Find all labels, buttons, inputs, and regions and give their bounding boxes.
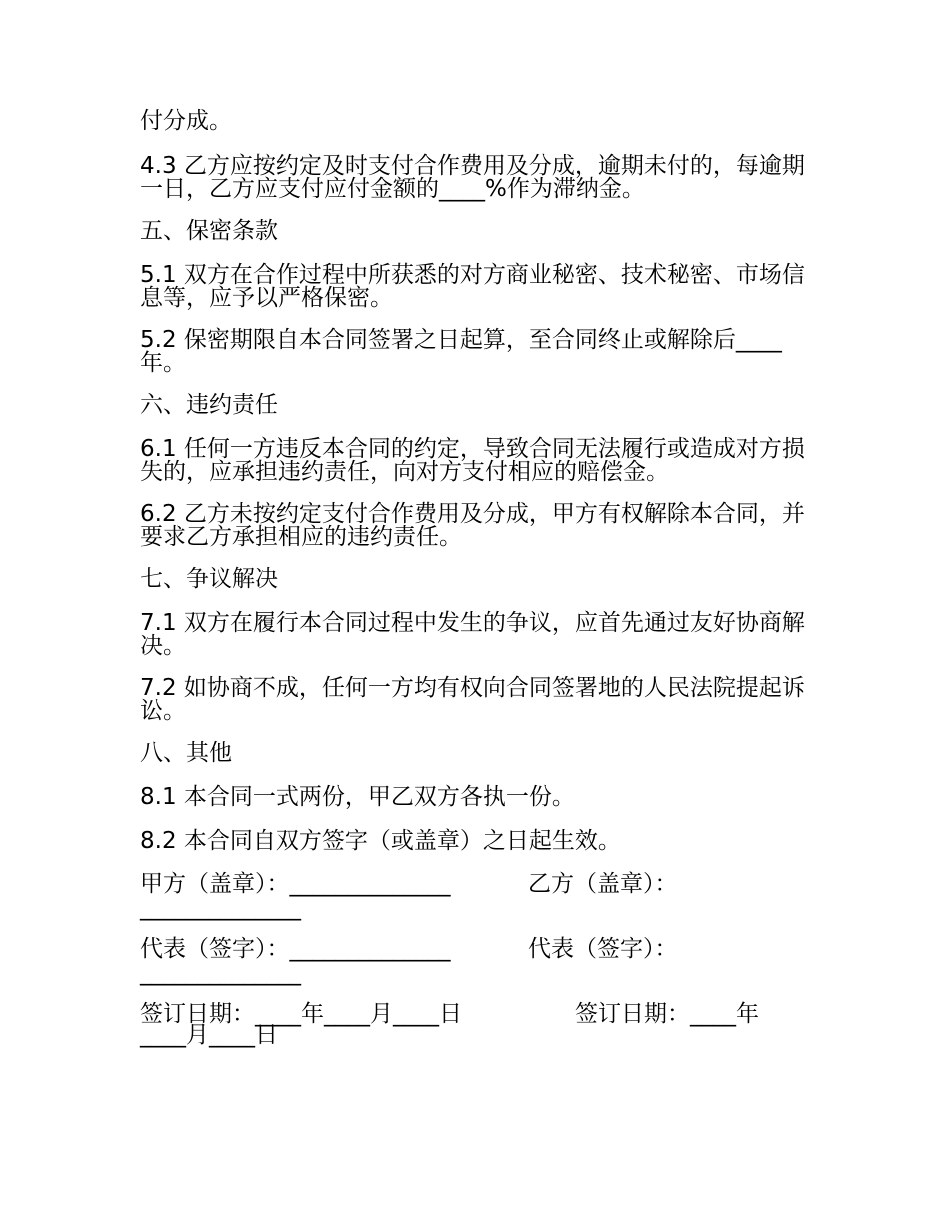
section-heading-6: 六、违约责任 — [140, 392, 278, 418]
clause-6-1: 6.1 任何一方违反本合同的约定，导致合同无法履行或造成对方损失的，应承担违约责任，向对方支付相应的赔偿金。 — [140, 436, 805, 485]
section-heading-5: 五、保密条款 — [140, 218, 278, 244]
party-b-representative: 代表（签字）： — [528, 936, 678, 962]
party-b-representative-line: ______________ — [140, 960, 301, 986]
party-b-seal-line: ______________ — [140, 895, 301, 921]
clause-8-2: 8.2 本合同自双方签字（或盖章）之日起生效。 — [140, 828, 621, 854]
clause-7-2: 7.2 如协商不成，任何一方均有权向合同签署地的人民法院提起诉讼。 — [140, 675, 805, 724]
clause-5-2: 5.2 保密期限自本合同签署之日起算，至合同终止或解除后____年。 — [140, 327, 782, 376]
party-b-sign-date-cont: ____月____日 — [140, 1022, 278, 1048]
clause-6-2: 6.2 乙方未按约定支付合作费用及分成，甲方有权解除本合同，并要求乙方承担相应的违约责任。 — [140, 501, 805, 550]
section-heading-7: 七、争议解决 — [140, 566, 278, 592]
clause-4-3: 4.3 乙方应按约定及时支付合作费用及分成，逾期未付的，每逾期一日，乙方应支付应付金额的____%作为滞纳金。 — [140, 153, 805, 202]
party-a-representative: 代表（签字）：______________ — [140, 936, 451, 962]
section-heading-8: 八、其他 — [140, 740, 232, 766]
party-b-seal: 乙方（盖章）： — [528, 871, 678, 897]
paragraph-payment-share: 付分成。 — [140, 108, 232, 134]
clause-8-1: 8.1 本合同一式两份，甲乙双方各执一份。 — [140, 784, 575, 810]
clause-5-1: 5.1 双方在合作过程中所获悉的对方商业秘密、技术秘密、市场信息等，应予以严格保密。 — [140, 262, 805, 311]
clause-7-1: 7.1 双方在履行本合同过程中发生的争议，应首先通过友好协商解决。 — [140, 610, 805, 659]
party-a-sign-date: 签订日期：____年____月____日 — [140, 1001, 462, 1027]
party-b-sign-date: 签订日期：____年 — [575, 1001, 759, 1027]
party-a-seal: 甲方（盖章）：______________ — [140, 871, 451, 897]
